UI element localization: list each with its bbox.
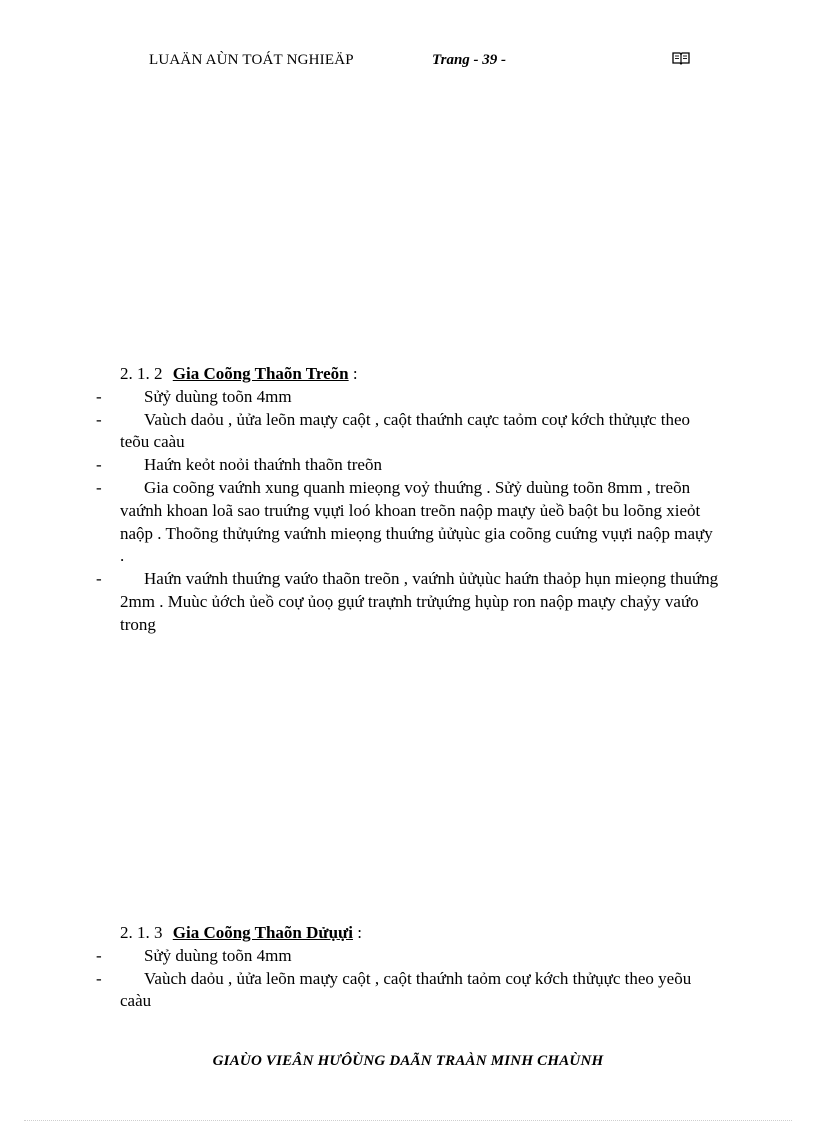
book-icon: [672, 51, 690, 65]
section-2-1-2: [0, 363, 816, 637]
list-item: [0, 454, 816, 477]
bullet-dash: -: [96, 386, 102, 406]
section-title: Gia Coõng Thaõn Dửụựi: [172, 923, 353, 942]
section-number: 2. 1. 3: [120, 923, 163, 942]
list-item-text: Gia coõng vaứnh xung quanh mieọng voỷ thuứng . Sửỷ duùng toõn 8mm , treõn vaứnh khoan loã sao truứng vụựi loó khoan treõn naộp maựy ủeồ baột bu loõng xieỏt naộp . Thoõng thửụứng vaứnh mieọng thuứng ủửụùc gia coõng cuứng vụựi naộp maựy .: [120, 477, 713, 566]
list-item: [0, 409, 816, 455]
bullet-dash: -: [96, 409, 102, 429]
bullet-dash: -: [96, 477, 102, 497]
page-number: Trang - 39 -: [432, 52, 507, 68]
section-2-1-3: [0, 922, 816, 1013]
heading-colon: :: [352, 364, 358, 383]
list-item: [0, 945, 816, 968]
section-title: Gia Coõng Thaõn Treõn: [172, 364, 349, 383]
page-bottom-divider: [24, 1120, 792, 1121]
list-item-text: Vaùch daỏu , ủửa leõn maựy caột , caột thaứnh caực taỏm coự kớch thửụực theo teõu caàu: [120, 409, 691, 452]
section-heading: [0, 922, 816, 945]
list-item: [0, 568, 816, 636]
bullet-dash: -: [96, 945, 102, 965]
page-header: [0, 52, 816, 74]
list-item-text: Haứn vaứnh thuứng vaứo thaõn treõn , vaứnh ủửụùc haứn thaỏp hụn mieọng thuứng 2mm . Muùc ủớch ủeồ coự ủoọ gụứ traựnh trửụứng hụùp ron naộp maựy chaỷy vaứo trong: [120, 569, 719, 634]
page-footer: GIAÙO VIEÂN HƯÔÙNG DAÃN TRAÀN MINH CHAÙNH: [212, 1053, 604, 1069]
section-number: 2. 1. 2: [120, 364, 163, 383]
list-item: [0, 477, 816, 568]
list-item-text: Vaùch daỏu , ủửa leõn maựy caột , caột thaứnh taỏm coự kớch thửụực theo yeõu caàu: [120, 968, 692, 1011]
section-heading: [0, 363, 816, 386]
bullet-dash: -: [96, 968, 102, 988]
list-item: [0, 968, 816, 1014]
heading-colon: :: [357, 923, 362, 942]
list-item-text: Sửỷ duùng toõn 4mm: [144, 386, 292, 406]
bullet-dash: -: [96, 569, 102, 589]
list-item: [0, 386, 816, 409]
list-item-text: Sửỷ duùng toõn 4mm: [144, 945, 292, 965]
bullet-dash: -: [96, 455, 102, 475]
list-item-text: Haứn keỏt noỏi thaứnh thaõn treõn: [144, 455, 382, 475]
thesis-label: LUAÄN AÙN TOÁT NGHIEÄP: [149, 52, 354, 68]
